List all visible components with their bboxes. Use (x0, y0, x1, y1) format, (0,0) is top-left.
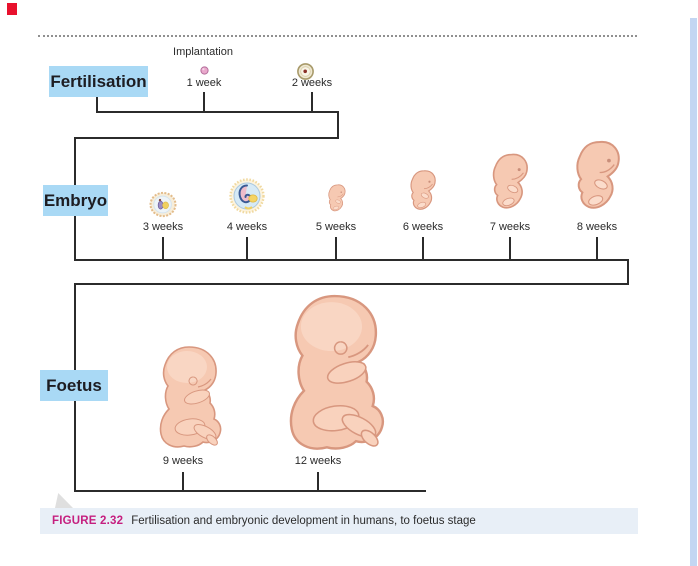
fertilisation-label: Fertilisation (50, 71, 147, 91)
figure-caption-text: Fertilisation and embryonic development in humans, to foetus stage (131, 515, 476, 527)
stage-box-fertilisation (49, 66, 148, 97)
embryo-3-weeks-illustration (149, 191, 177, 218)
embryo-5-weeks-illustration (326, 183, 347, 214)
week-2-label: 2 weeks (291, 77, 333, 89)
week-9-label: 9 weeks (162, 455, 204, 467)
week-6-label: 6 weeks (402, 221, 444, 233)
foetus-9-weeks-illustration (153, 344, 223, 454)
week-8-label: 8 weeks (576, 221, 618, 233)
embryo-8-weeks-illustration (570, 138, 624, 215)
figure-caption (40, 508, 638, 534)
implantation-label: Implantation (173, 46, 233, 58)
week-7-label: 7 weeks (489, 221, 531, 233)
stage-box-foetus (40, 370, 108, 401)
figure-number: FIGURE 2.32 (52, 515, 124, 527)
embryo-4-weeks-illustration (228, 177, 266, 215)
week-1-label: 1 week (186, 77, 222, 89)
embryo-7-weeks-illustration (488, 151, 531, 214)
week-12-label: 12 weeks (294, 455, 342, 467)
week-4-label: 4 weeks (226, 221, 268, 233)
foetus-label: Foetus (46, 375, 102, 395)
zygote-icon (200, 66, 209, 75)
foetus-12-weeks-illustration (278, 293, 388, 458)
embryo-label: Embryo (43, 190, 108, 210)
embryo-6-weeks-illustration (407, 168, 438, 214)
week-5-label: 5 weeks (315, 221, 357, 233)
week-3-label: 3 weeks (142, 221, 184, 233)
stage-box-embryo (43, 185, 108, 216)
